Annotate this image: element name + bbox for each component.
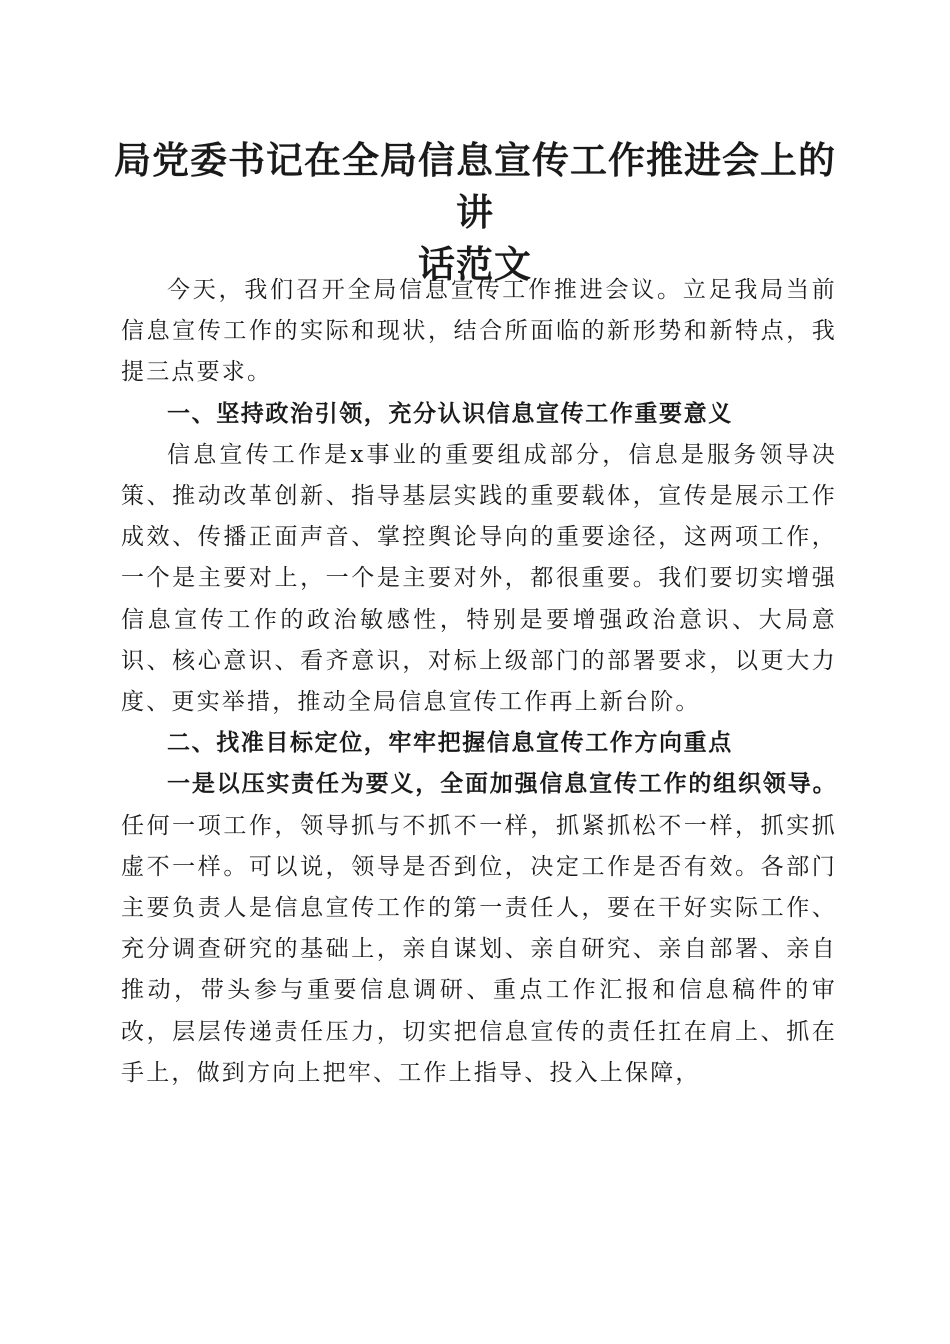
- section-2-paragraph: [121, 764, 837, 1094]
- document-title: [110, 134, 840, 290]
- section-2-text: 任何一项工作，领导抓与不抓不一样，抓紧抓松不一样，抓实抓虚不一样。可以说，领导是否到位，决定工作是否有效。各部门主要负责人是信息宣传工作的第一责任人，要在干好实际工作、充分调查研究的基础上，亲自谋划、亲自研究、亲自部署、亲自推动，带头参与重要信息调研、重点工作汇报和信息稿件的审改，层层传递责任压力，切实把信息宣传的责任扛在肩上、抓在手上，做到方向上把牢、工作上指导、投入上保障，: [121, 812, 837, 1086]
- title-line-1: 局党委书记在全局信息宣传工作推进会上的讲: [114, 138, 836, 234]
- document-body: [121, 270, 837, 1094]
- title-line-2: 话范文: [418, 242, 532, 286]
- section-1-heading: 一、坚持政治引领，充分认识信息宣传工作重要意义: [167, 400, 733, 427]
- section-1-paragraph: 信息宣传工作是x事业的重要组成部分，信息是服务领导决策、推动改革创新、指导基层实践的重要载体，宣传是展示工作成效、传播正面声音、掌控舆论导向的重要途径，这两项工作，一个是主要对上，一个是主要对外，都很重要。我们要切实增强信息宣传工作的政治敏感性，特别是要增强政治意识、大局意识、核心意识、看齐意识，对标上级部门的部署要求，以更大力度、更实举措，推动全局信息宣传工作再上新台阶。: [121, 441, 837, 716]
- section-2-heading: 二、找准目标定位，牢牢把握信息宣传工作方向重点: [167, 730, 733, 757]
- section-2-lead: 一是以压实责任为要义，全面加强信息宣传工作的组织领导。: [167, 771, 837, 798]
- intro-paragraph: 今天，我们召开全局信息宣传工作推进会议。立足我局当前信息宣传工作的实际和现状，结合所面临的新形势和新特点，我提三点要求。: [121, 277, 837, 386]
